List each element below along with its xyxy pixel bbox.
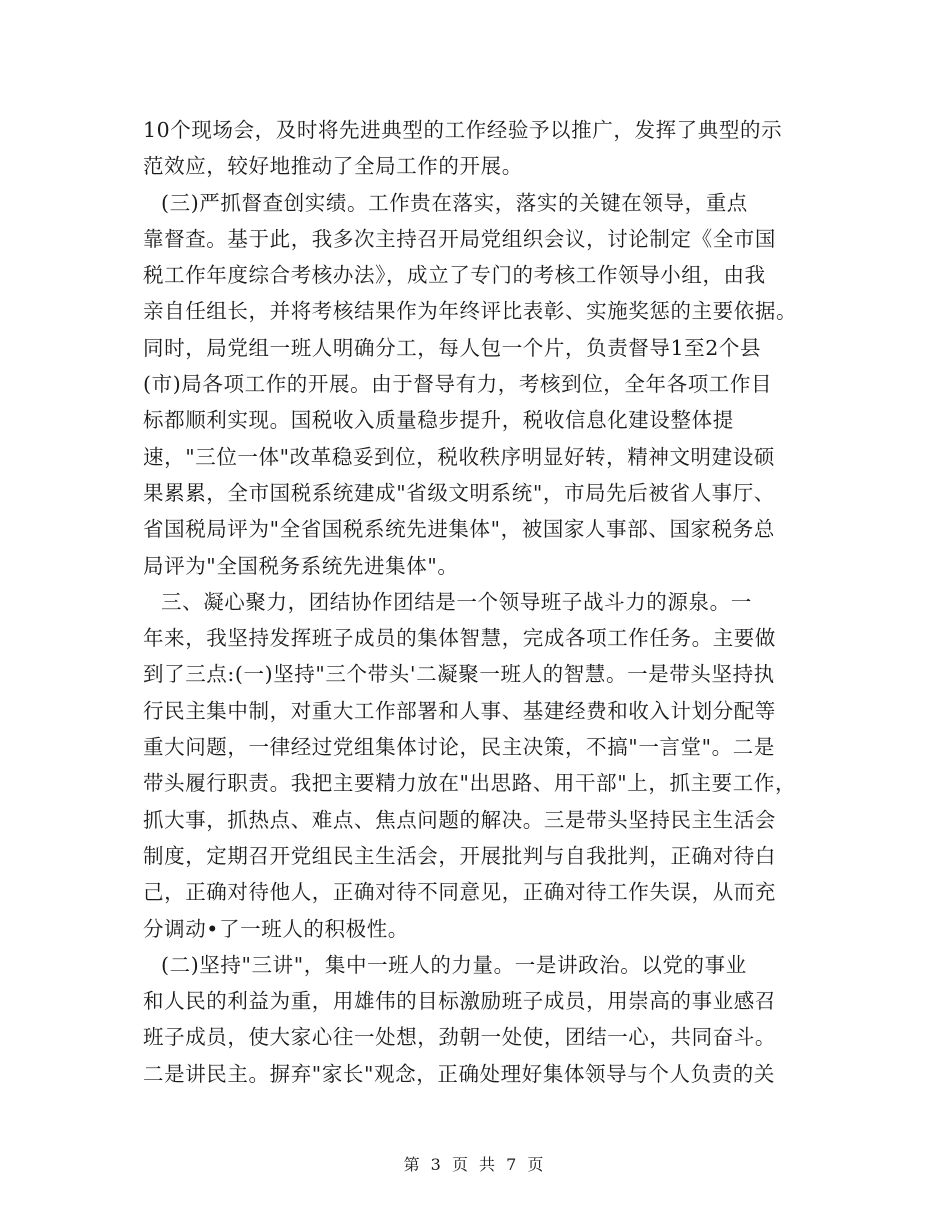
text-line: 税工作年度综合考核办法》，成立了专门的考核工作领导小组，由我 <box>143 263 766 288</box>
text-line: 果累累，全市国税系统建成"省级文明系统"，市局先后被省人事厅、 <box>143 480 775 505</box>
text-line: 班子成员，使大家心往一处想，劲朝一处使，团结一心，共同奋斗。 <box>143 1025 776 1050</box>
text-line: 亲自任组长，并将考核结果作为年终评比表彰、实施奖惩的主要依据。 <box>143 299 798 324</box>
text-line: 速，"三位一体"改革稳妥到位，税收秩序明显好转，精神文明建设硕 <box>143 444 775 469</box>
text-line: 范效应，较好地推动了全局工作的开展。 <box>143 154 523 179</box>
text-line: 行民主集中制，对重大工作部署和人事、基建经费和收入计划分配等 <box>143 698 776 723</box>
document-body <box>143 112 823 1092</box>
text-line: 标都顺利实现。国税收入质量稳步提升，税收信息化建设整体提 <box>143 408 734 433</box>
text-line: (二)坚持"三讲"，集中一班人的力量。一是讲政治。以党的事业 <box>161 952 747 977</box>
text-line: 和人民的利益为重，用雄伟的目标激励班子成员，用崇高的事业感召 <box>143 989 776 1014</box>
text-line: 年来，我坚持发挥班子成员的集体智慧，完成各项工作任务。主要做 <box>143 626 776 651</box>
text-line: 二是讲民主。摒弃"家长"观念，正确处理好集体领导与个人负责的关 <box>143 1061 775 1086</box>
text-line: 带头履行职责。我把主要精力放在"出思路、用干部"上，抓主要工作， <box>143 771 797 796</box>
text-line: 省国税局评为"全省国税系统先进集体"，被国家人事部、国家税务总 <box>143 517 775 542</box>
text-line: 到了三点:(一)坚持"三个带头'二凝聚一班人的智慧。一是带头坚持执 <box>143 662 775 687</box>
text-line: 靠督查。基于此，我多次主持召开局党组织会议，讨论制定《全市国 <box>143 226 776 251</box>
text-line: (市)局各项工作的开展。由于督导有力，考核到位，全年各项工作目 <box>143 372 773 397</box>
text-line: 重大问题，一律经过党组集体讨论，民主决策，不搞"一言堂"。二是 <box>143 735 775 760</box>
text-line: 抓大事，抓热点、难点、焦点问题的解决。三是带头坚持民主生活会 <box>143 807 776 832</box>
text-line: 分调动•了一班人的积极性。 <box>143 916 409 941</box>
page-number-footer: 第 3 页 共 7 页 <box>403 1155 547 1174</box>
text-line: 制度，定期召开党组民主生活会，开展批判与自我批判，正确对待白 <box>143 843 776 868</box>
text-line: (三)严抓督查创实绩。工作贵在落实，落实的关键在领导，重点 <box>161 190 748 215</box>
text-line: 同时，局党组一班人明确分工，每人包一个片，负责督导1至2个县 <box>143 335 762 360</box>
text-line: 局评为"全国税务系统先进集体"。 <box>143 553 459 578</box>
text-line: 三、凝心聚力，团结协作团结是一个领导班子战斗力的源泉。一 <box>161 589 752 614</box>
text-line: 10个现场会，及时将先进典型的工作经验予以推广，发挥了典型的示 <box>143 118 783 142</box>
text-line: 己，正确对待他人，正确对待不同意见，正确对待工作失误，从而充 <box>143 880 776 905</box>
